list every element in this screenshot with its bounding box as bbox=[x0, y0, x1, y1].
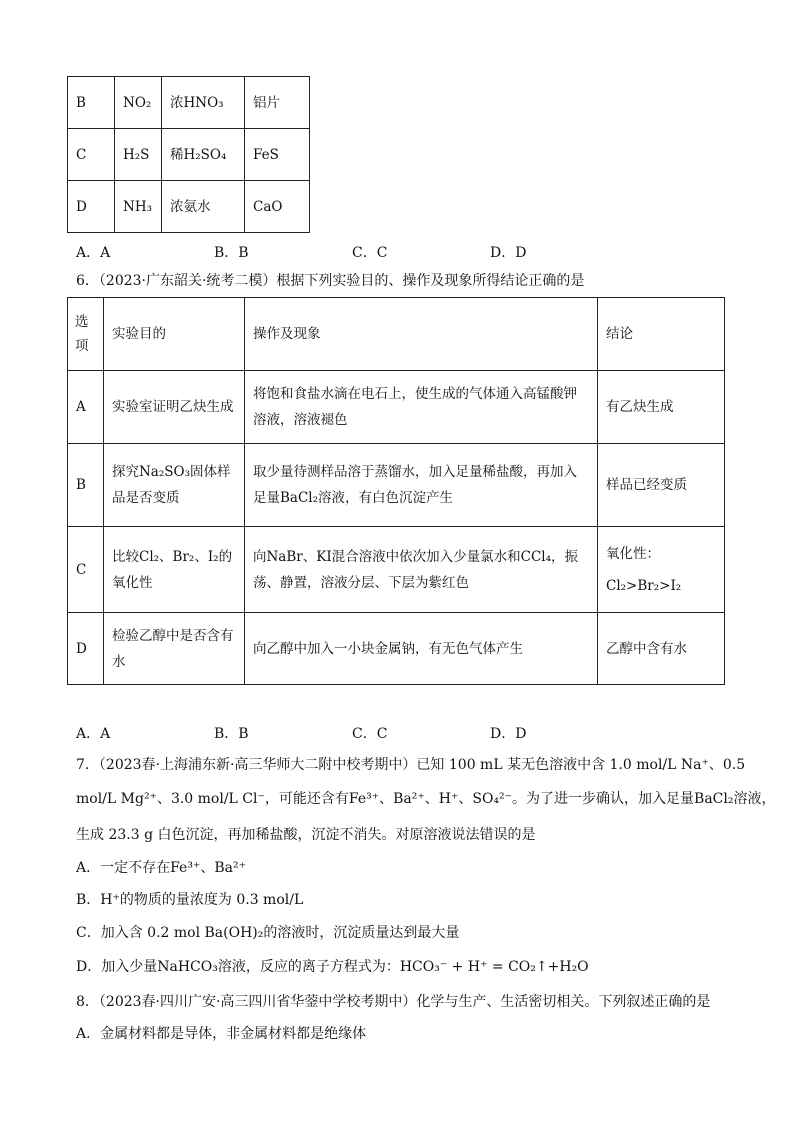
header-option: 选项 bbox=[68, 298, 104, 371]
conclusion-cell: 样品已经变质 bbox=[598, 444, 725, 527]
table-header-row bbox=[68, 298, 725, 371]
reagent-cell: 浓HNO₃ bbox=[162, 77, 245, 129]
table-row bbox=[68, 444, 725, 527]
conclusion-cell bbox=[598, 527, 725, 613]
conclusion-value: Cl₂>Br₂>I₂ bbox=[606, 577, 682, 594]
conclusion-cell: 有乙炔生成 bbox=[598, 371, 725, 444]
q8-stem: 8．（2023春·四川广安·高三四川省华蓥中学校考期中）化学与生产、生活密切相关。下列叙述正确的是 bbox=[76, 994, 711, 1010]
operation-cell: 将饱和食盐水滴在电石上，使生成的气体通入高锰酸钾溶液，溶液褪色 bbox=[245, 371, 598, 444]
solid-cell: CaO bbox=[245, 181, 310, 233]
q7-option-c[interactable]: C．加入含 0.2 mol Ba(OH)₂的溶液时，沉淀质量达到最大量 bbox=[76, 925, 460, 941]
table-row bbox=[68, 77, 310, 129]
purpose-cell: 检验乙醇中是否含有水 bbox=[104, 613, 245, 685]
gas-cell: NH₃ bbox=[115, 181, 162, 233]
table-row bbox=[68, 527, 725, 613]
option-b[interactable]: B．B bbox=[214, 245, 249, 261]
operation-cell: 向乙醇中加入一小块金属钠，有无色气体产生 bbox=[245, 613, 598, 685]
operation-cell: 取少量待测样品溶于蒸馏水，加入足量稀盐酸，再加入足量BaCl₂溶液，有白色沉淀产生 bbox=[245, 444, 598, 527]
q6-table bbox=[67, 297, 725, 685]
conclusion-label: 氧化性： bbox=[606, 545, 660, 562]
table-row bbox=[68, 371, 725, 444]
solid-cell: 铝片 bbox=[245, 77, 310, 129]
q5-table bbox=[67, 76, 310, 233]
q7-option-a[interactable]: A．一定不存在Fe³⁺、Ba²⁺ bbox=[76, 860, 246, 876]
q6-options bbox=[76, 723, 716, 743]
header-conclusion: 结论 bbox=[598, 298, 725, 371]
option-d[interactable]: D．D bbox=[490, 245, 527, 261]
q7-stem-line3: 生成 23.3 g 白色沉淀，再加稀盐酸，沉淀不消失。对原溶液说法错误的是 bbox=[76, 827, 536, 843]
option-d[interactable]: D．D bbox=[490, 726, 527, 742]
option-cell: C bbox=[68, 129, 115, 181]
purpose-cell: 比较Cl₂、Br₂、I₂的氧化性 bbox=[104, 527, 245, 613]
conclusion-cell: 乙醇中含有水 bbox=[598, 613, 725, 685]
gas-cell: H₂S bbox=[115, 129, 162, 181]
purpose-cell: 实验室证明乙炔生成 bbox=[104, 371, 245, 444]
option-cell: D bbox=[68, 613, 104, 685]
reagent-cell: 稀H₂SO₄ bbox=[162, 129, 245, 181]
q6-stem: 6．（2023·广东韶关·统考二模）根据下列实验目的、操作及现象所得结论正确的是 bbox=[76, 273, 585, 289]
reagent-cell: 浓氨水 bbox=[162, 181, 245, 233]
option-c[interactable]: C．C bbox=[352, 726, 388, 742]
option-a[interactable]: A．A bbox=[76, 726, 111, 742]
option-a[interactable]: A．A bbox=[76, 245, 111, 261]
q7-option-b[interactable]: B．H⁺的物质的量浓度为 0.3 mol/L bbox=[76, 892, 304, 908]
q7-option-d[interactable]: D．加入少量NaHCO₃溶液，反应的离子方程式为：HCO₃⁻ + H⁺ = CO₂↑+H₂O bbox=[76, 959, 589, 975]
option-cell: B bbox=[68, 77, 115, 129]
option-b[interactable]: B．B bbox=[214, 726, 249, 742]
operation-cell: 向NaBr、KI混合溶液中依次加入少量氯水和CCl₄，振荡、静置，溶液分层、下层为紫红色 bbox=[245, 527, 598, 613]
option-cell: D bbox=[68, 181, 115, 233]
option-cell: A bbox=[68, 371, 104, 444]
option-c[interactable]: C．C bbox=[352, 245, 388, 261]
purpose-cell: 探究Na₂SO₃固体样品是否变质 bbox=[104, 444, 245, 527]
option-cell: C bbox=[68, 527, 104, 613]
solid-cell: FeS bbox=[245, 129, 310, 181]
q8-option-a[interactable]: A．金属材料都是导体，非金属材料都是绝缘体 bbox=[76, 1026, 367, 1042]
q7-stem-line1: 7．（2023春·上海浦东新·高三华师大二附中校考期中）已知 100 mL 某无色溶液中含 1.0 mol/L Na⁺、0.5 bbox=[76, 757, 746, 773]
table-row bbox=[68, 181, 310, 233]
gas-cell: NO₂ bbox=[115, 77, 162, 129]
header-purpose: 实验目的 bbox=[104, 298, 245, 371]
table-row bbox=[68, 129, 310, 181]
header-operation: 操作及现象 bbox=[245, 298, 598, 371]
q5-options bbox=[76, 242, 716, 262]
table-row bbox=[68, 613, 725, 685]
q7-stem-line2: mol/L Mg²⁺、3.0 mol/L Cl⁻，可能还含有Fe³⁺、Ba²⁺、H⁺、SO₄²⁻。为了进一步确认，加入足量BaCl₂溶液， bbox=[76, 791, 776, 807]
option-cell: B bbox=[68, 444, 104, 527]
